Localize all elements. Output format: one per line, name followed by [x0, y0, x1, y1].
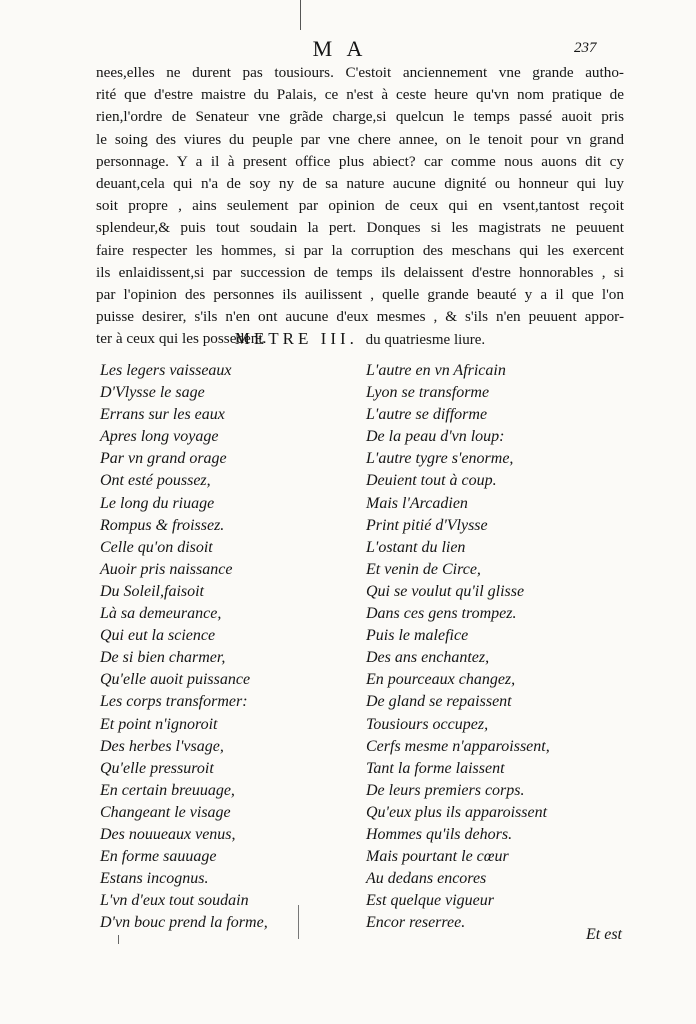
- verse-line: Qu'eux plus ils apparoissent: [366, 803, 548, 821]
- binding-rule-bottom: [298, 905, 299, 939]
- verse-line: Les legers vaisseaux: [100, 362, 232, 379]
- verse-line: Et point n'ignoroit: [100, 715, 218, 733]
- verse-line: Le long du riuage: [100, 494, 215, 512]
- verse-line: Qui se voulut qu'il glisse: [366, 582, 525, 600]
- verse-line: Qu'elle auoit puissance: [100, 671, 251, 689]
- verse-line: Lyon se transforme: [366, 384, 490, 402]
- verse-line: Celle qu'on disoit: [100, 538, 213, 556]
- metre-heading-caps: METRE III.: [234, 329, 358, 348]
- margin-mark: [118, 935, 119, 944]
- verse-line: En certain breuuage,: [100, 781, 235, 799]
- verse-line: Les corps transformer:: [100, 693, 248, 711]
- verse-line: Deuient tout à coup.: [366, 472, 497, 490]
- prose-line: faire respecter les hommes, si par la corruption des meschans qui les exercent: [96, 241, 624, 259]
- verse-line: L'vn d'eux tout soudain: [100, 892, 249, 910]
- verse-line: L'autre tygre s'enorme,: [366, 450, 514, 468]
- verse-line: Cerfs mesme n'apparoissent,: [366, 737, 550, 755]
- prose-line: deuant,cela qui n'a de soy ny de sa nature aucune dignité ou honneur qui luy: [96, 175, 624, 193]
- prose-line: le soing des viures du peuple par vne chere annee, on le tenoit pour vn grand: [96, 130, 624, 148]
- verse-line: En forme sauuage: [100, 848, 217, 866]
- verse-line: Est quelque vigueur: [366, 892, 494, 910]
- verse-line: Tant la forme laissent: [366, 759, 505, 777]
- prose-line: splendeur,& puis tout soudain la pert. Donques si les magistrats ne peuuent: [96, 219, 624, 237]
- page-number: 237: [574, 40, 597, 56]
- prose-line: rien,l'ordre de Senateur vne grãde charge,si quelcun le temps passé auoit pris: [96, 108, 624, 126]
- verse-line: L'ostant du lien: [366, 538, 466, 556]
- verse-line: Hommes qu'ils dehors.: [366, 825, 513, 843]
- verse-line: Mais l'Arcadien: [366, 494, 468, 512]
- prose-line: par l'opinion des personnes ils auilissent , quelle grande beauté y a il que l'on: [96, 286, 624, 304]
- prose-paragraph: [96, 62, 624, 351]
- verse-line: Changeant le visage: [100, 803, 231, 821]
- binding-rule-top: [300, 0, 301, 30]
- prose-line: personnage. Y a il à present office plus abiect? car comme nous auons dit cy: [96, 152, 624, 170]
- prose-line: nees,elles ne durent pas tousiours. C'estoit anciennement vne grande autho-: [96, 64, 624, 81]
- verse-line: Tousiours occupez,: [366, 715, 489, 733]
- verse-column-left: [100, 360, 350, 934]
- verse-line: L'autre se difforme: [366, 406, 488, 424]
- catchword: Et est: [586, 926, 622, 943]
- verse-line: Puis le malefice: [366, 627, 469, 645]
- prose-line: puisse desirer, s'ils n'en ont aucune d'eux mesmes , & s'ils n'en peuuent appor-: [96, 308, 624, 326]
- verse-line: Là sa demeurance,: [100, 605, 222, 623]
- metre-heading-rest: du quatriesme liure.: [365, 332, 486, 348]
- verse-line: Apres long voyage: [100, 428, 219, 446]
- verse-line: L'autre en vn Africain: [366, 362, 506, 379]
- verse-line: Qu'elle pressuroit: [100, 759, 214, 777]
- verse-line: De gland se repaissent: [366, 693, 512, 711]
- verse-column-right: [366, 360, 616, 934]
- verse-line: D'Vlysse le sage: [100, 384, 205, 402]
- prose-line: ter à ceux qui les possedent.: [96, 330, 267, 348]
- verse-line: Rompus & froissez.: [100, 516, 225, 534]
- verse-line: Par vn grand orage: [100, 450, 227, 468]
- verse-line: Dans ces gens trompez.: [366, 605, 517, 623]
- verse-line: De leurs premiers corps.: [366, 781, 525, 799]
- verse-line: Errans sur les eaux: [100, 406, 225, 424]
- verse-line: Mais pourtant le cœur: [366, 848, 509, 866]
- verse-line: Print pitié d'Vlysse: [366, 516, 488, 534]
- verse-line: Des herbes l'vsage,: [100, 737, 224, 755]
- verse-line: Estans incognus.: [100, 870, 209, 888]
- verse-line: De la peau d'vn loup:: [366, 428, 505, 446]
- prose-line: soit propre , ains seulement par opinion de ceux qui en vsent,tantost reçoit: [96, 197, 624, 215]
- verse-line: Des nouueaux venus,: [100, 825, 236, 843]
- prose-line: rité que d'estre maistre du Palais, ce n'est à ceste heure qu'vn nom pratique de: [96, 86, 624, 104]
- prose-line: ils enlaidissent,si par succession de temps ils delaissent d'estre honnorables , si: [96, 263, 624, 281]
- running-head: M A: [312, 36, 368, 61]
- verse-line: Et venin de Circe,: [366, 560, 481, 578]
- verse-line: Encor reserree.: [366, 914, 466, 932]
- verse-line: Auoir pris naissance: [100, 560, 233, 578]
- metre-heading: [96, 329, 624, 349]
- verse-line: D'vn bouc prend la forme,: [100, 914, 268, 932]
- verse-line: De si bien charmer,: [100, 649, 226, 667]
- verse-line: En pourceaux changez,: [366, 671, 516, 689]
- verse-line: Au dedans encores: [366, 870, 487, 888]
- verse-line: Du Soleil,faisoit: [100, 582, 204, 600]
- verse-line: Ont esté poussez,: [100, 472, 211, 490]
- verse-line: Qui eut la science: [100, 627, 216, 645]
- verse-line: Des ans enchantez,: [366, 649, 490, 667]
